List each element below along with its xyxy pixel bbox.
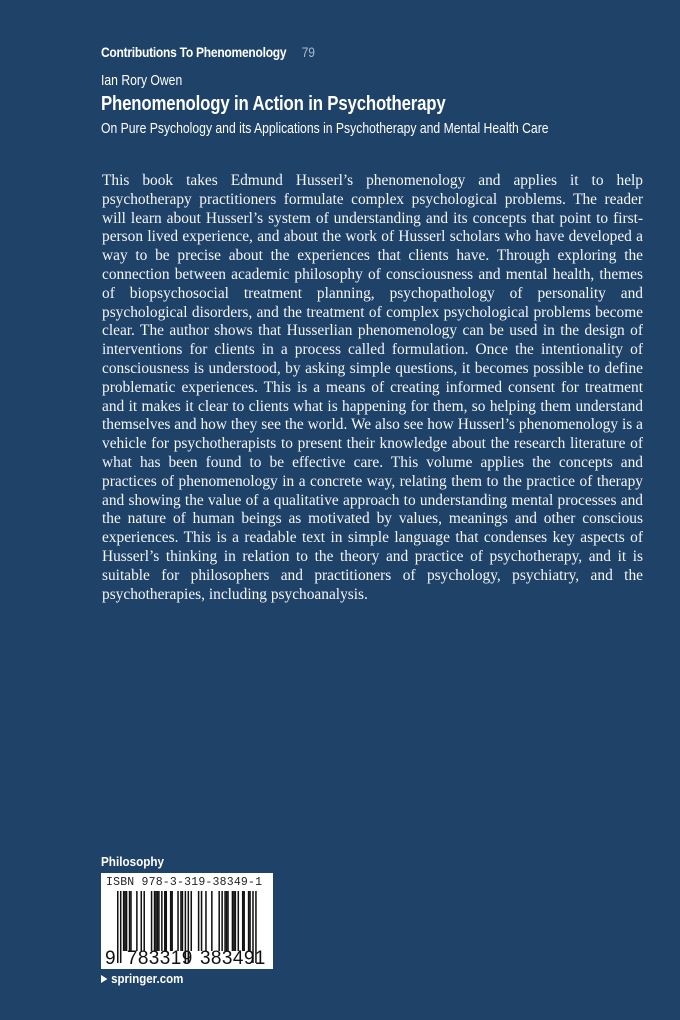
ean-first-digit: 9 bbox=[105, 948, 116, 969]
publisher-link-label: springer.com bbox=[111, 972, 184, 986]
isbn-label: ISBN 978-3-319-38349-1 bbox=[106, 876, 263, 889]
series-line bbox=[101, 44, 315, 60]
publisher-link[interactable] bbox=[101, 972, 183, 986]
play-arrow-icon bbox=[101, 975, 107, 983]
ean-digits bbox=[105, 948, 266, 970]
series-number: 79 bbox=[301, 44, 315, 60]
ean-left-group: 783319 bbox=[126, 948, 193, 969]
series-name: Contributions To Phenomenology bbox=[101, 44, 287, 60]
book-title: Phenomenology in Action in Psychotherapy bbox=[101, 93, 446, 115]
book-subtitle: On Pure Psychology and its Applications in Psychotherapy and Mental Health Care bbox=[101, 121, 549, 137]
isbn-barcode bbox=[101, 873, 273, 969]
ean-right-group: 383491 bbox=[199, 948, 266, 969]
book-description: This book takes Edmund Husserl’s phenomenology and applies it to help psychotherapy practitioners formulate complex psychological problems. The reader will learn about Husserl’s system of understanding and its concepts that point to first-person lived experience, and about the work of Husserl scholars who have developed a way to be precise about the experiences that clients have. Through exploring the connection between academic philosophy of consciousness and mental health, themes of biopsychosocial treatment planning, psychopathology of personality and psychological disorders, and the treatment of complex psychological problems become clear. The author shows that Husserlian phenomenology can be used in the design of interventions for clients in a process called formulation. Once the intentionality of consciousness is understood, by asking simple questions, it becomes possible to define problematic experiences. This is a means of creating informed consent for treatment and it makes it clear to clients what is happening for them, so helping them understand themselves and how they see the world. We also see how Husserl’s phenomenology is a vehicle for psychotherapists to present their knowledge about the research literature of what has been found to be effective care. This volume applies the concepts and practices of phenomenology in a concrete way, relating them to the practice of therapy and showing the value of a qualitative approach to understanding mental processes and the nature of human beings as motivated by values, meanings and other conscious experiences. This is a readable text in simple language that condenses key aspects of Husserl’s thinking in relation to the theory and practice of psychotherapy, and it is suitable for philosophers and practitioners of psychology, psychiatry, and the psychotherapies, including psychoanalysis. bbox=[102, 172, 643, 603]
subject-category: Philosophy bbox=[101, 854, 165, 869]
author-name: Ian Rory Owen bbox=[101, 73, 183, 89]
